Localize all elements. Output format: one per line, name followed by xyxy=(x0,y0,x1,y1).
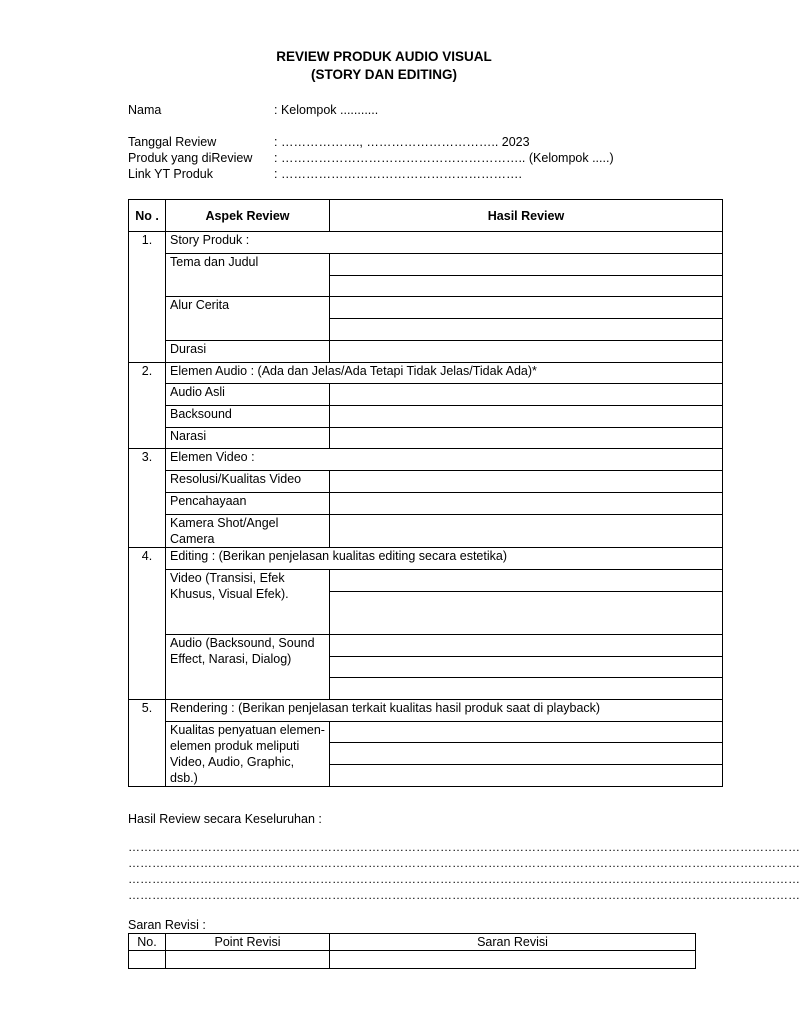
field-value-link: : …………………………………………………. xyxy=(274,167,522,181)
field-value-produk: : ………………………………………………….. (Kelompok .....) xyxy=(274,151,614,165)
result-cell[interactable] xyxy=(330,254,723,276)
table-row xyxy=(129,635,723,657)
result-cell[interactable] xyxy=(330,743,723,765)
field-label-link: Link YT Produk xyxy=(128,167,214,181)
document-title-line-1: REVIEW PRODUK AUDIO VISUAL xyxy=(276,49,492,64)
result-cell[interactable] xyxy=(330,406,723,428)
overall-review-line[interactable]: …………………………………………………………………………………………………………………………………………………… xyxy=(128,856,800,870)
result-cell[interactable] xyxy=(330,678,723,700)
result-cell[interactable] xyxy=(330,635,723,657)
result-cell[interactable] xyxy=(330,297,723,319)
field-value-nama: : Kelompok ........... xyxy=(274,103,379,117)
aspect-label: Durasi xyxy=(166,341,330,363)
table-row xyxy=(129,428,723,449)
saran-header-saran: Saran Revisi xyxy=(330,934,696,951)
section-title: Rendering : (Berikan penjelasan terkait kualitas hasil produk saat di playback) xyxy=(166,700,723,722)
result-cell[interactable] xyxy=(330,341,723,363)
result-cell[interactable] xyxy=(330,765,723,787)
section-title-row xyxy=(129,548,723,570)
section-number: 5. xyxy=(129,700,166,787)
saran-header-no: No. xyxy=(129,934,166,951)
result-cell[interactable] xyxy=(330,570,723,592)
section-title-row xyxy=(129,449,723,471)
table-header-row xyxy=(129,200,723,232)
table-row xyxy=(129,493,723,515)
saran-cell-no[interactable] xyxy=(129,951,166,969)
section-title-row xyxy=(129,363,723,384)
section-title: Elemen Video : xyxy=(166,449,723,471)
saran-cell-saran[interactable] xyxy=(330,951,696,969)
table-row xyxy=(129,406,723,428)
aspect-label: Tema dan Judul xyxy=(166,254,330,297)
section-number: 1. xyxy=(129,232,166,363)
section-title: Elemen Audio : (Ada dan Jelas/Ada Tetapi Tidak Jelas/Tidak Ada)* xyxy=(166,363,723,384)
header-hasil-review: Hasil Review xyxy=(330,200,723,232)
field-label-nama: Nama xyxy=(128,103,162,117)
aspect-label: Backsound xyxy=(166,406,330,428)
result-cell[interactable] xyxy=(330,592,723,635)
saran-header-row xyxy=(129,934,696,951)
aspect-label: Pencahayaan xyxy=(166,493,330,515)
result-cell[interactable] xyxy=(330,428,723,449)
saran-revisi-table xyxy=(128,933,696,969)
overall-review-line[interactable]: …………………………………………………………………………………………………………………………………………………… xyxy=(128,840,800,854)
table-row xyxy=(129,341,723,363)
saran-revisi-label: Saran Revisi : xyxy=(128,918,206,932)
overall-review-label: Hasil Review secara Keseluruhan : xyxy=(128,812,322,826)
saran-row xyxy=(129,951,696,969)
section-title: Story Produk : xyxy=(166,232,723,254)
result-cell[interactable] xyxy=(330,276,723,297)
saran-cell-point[interactable] xyxy=(166,951,330,969)
result-cell[interactable] xyxy=(330,722,723,743)
result-cell[interactable] xyxy=(330,493,723,515)
aspect-label: Kualitas penyatuan elemen-elemen produk meliputi Video, Audio, Graphic, dsb.) xyxy=(166,722,330,787)
aspect-label: Narasi xyxy=(166,428,330,449)
saran-header-point: Point Revisi xyxy=(166,934,330,951)
aspect-label: Video (Transisi, Efek Khusus, Visual Efek). xyxy=(166,570,330,635)
section-title: Editing : (Berikan penjelasan kualitas editing secara estetika) xyxy=(166,548,723,570)
table-row xyxy=(129,515,723,548)
header-no: No . xyxy=(129,200,166,232)
field-value-tanggal: : ………………., ………………………….. 2023 xyxy=(274,135,530,149)
result-cell[interactable] xyxy=(330,384,723,406)
header-aspek-review: Aspek Review xyxy=(166,200,330,232)
aspect-label: Audio Asli xyxy=(166,384,330,406)
result-cell[interactable] xyxy=(330,515,723,548)
result-cell[interactable] xyxy=(330,657,723,678)
field-label-tanggal: Tanggal Review xyxy=(128,135,217,149)
section-number: 2. xyxy=(129,363,166,449)
table-row xyxy=(129,570,723,592)
section-number: 3. xyxy=(129,449,166,548)
table-row xyxy=(129,384,723,406)
section-number: 4. xyxy=(129,548,166,700)
section-title-row xyxy=(129,700,723,722)
aspect-label: Resolusi/Kualitas Video xyxy=(166,471,330,493)
result-cell[interactable] xyxy=(330,319,723,341)
review-table xyxy=(128,199,723,787)
result-cell[interactable] xyxy=(330,471,723,493)
table-row xyxy=(129,722,723,743)
field-label-produk: Produk yang diReview xyxy=(128,151,253,165)
overall-review-line[interactable]: …………………………………………………………………………………………………………………………………………………… xyxy=(128,888,800,902)
table-row xyxy=(129,471,723,493)
aspect-label: Alur Cerita xyxy=(166,297,330,341)
section-title-row xyxy=(129,232,723,254)
document-title-line-2: (STORY DAN EDITING) xyxy=(310,67,457,82)
aspect-label: Kamera Shot/Angel Camera xyxy=(166,515,330,548)
aspect-label: Audio (Backsound, Sound Effect, Narasi, Dialog) xyxy=(166,635,330,700)
overall-review-line[interactable]: …………………………………………………………………………………………………………………………………………………… xyxy=(128,872,800,886)
table-row xyxy=(129,297,723,319)
table-row xyxy=(129,254,723,276)
